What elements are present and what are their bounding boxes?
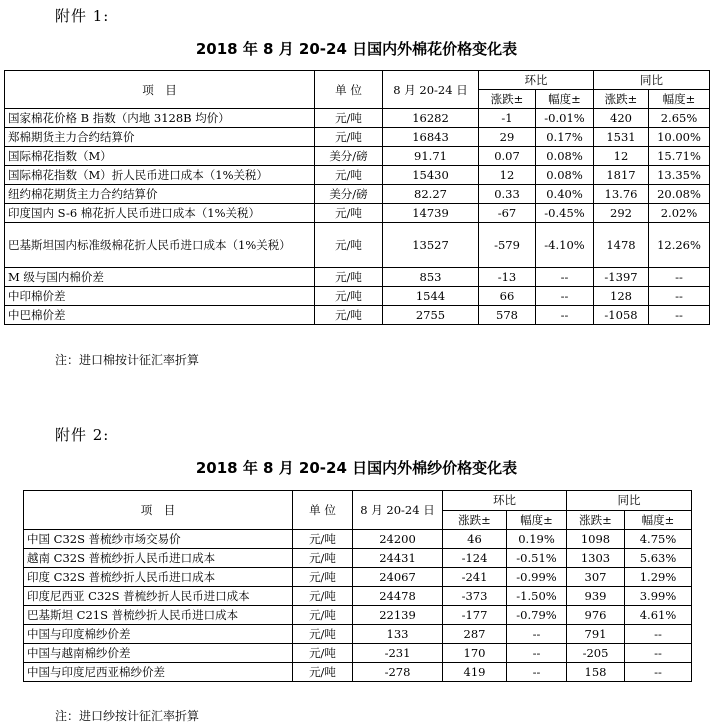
table-row [5,287,710,306]
row-unit: 元/吨 [293,530,353,549]
table-header-row [5,71,710,90]
row-price: 24431 [353,549,443,568]
row-yoy-pct: 5.63% [625,549,692,568]
row-mom-change: -373 [443,587,507,606]
row-yoy-change: -1058 [594,306,649,325]
row-yoy-change: 292 [594,204,649,223]
header-item: 项 目 [5,71,315,109]
row-yoy-change: 420 [594,109,649,128]
row-name: 中国 C32S 普梳纱市场交易价 [24,530,293,549]
table-row [5,109,710,128]
row-name: 国际棉花指数（M）折人民币进口成本（1%关税） [5,166,315,185]
annex2-note: 注：进口纱按计征汇率折算 [55,709,200,723]
table-row [24,606,692,625]
row-unit: 美分/磅 [315,185,383,204]
table-row [5,185,710,204]
row-name: 印度尼西亚 C32S 普梳纱折人民币进口成本 [24,587,293,606]
row-price: 13527 [383,223,479,268]
row-mom-pct: -- [507,625,567,644]
table-row [24,644,692,663]
row-yoy-pct: -- [649,268,710,287]
row-price: 24478 [353,587,443,606]
row-mom-pct: 0.19% [507,530,567,549]
row-price: 22139 [353,606,443,625]
row-yoy-pct: 4.61% [625,606,692,625]
row-unit: 元/吨 [315,166,383,185]
annex2-label: 附件 2: [55,426,110,444]
annex2-title: 2018 年 8 月 20-24 日国内外棉纱价格变化表 [195,459,518,477]
row-yoy-pct: 2.02% [649,204,710,223]
row-yoy-pct: 15.71% [649,147,710,166]
row-yoy-change: 12 [594,147,649,166]
row-mom-change: 0.07 [479,147,536,166]
table-row [5,306,710,325]
table-row [24,549,692,568]
row-name: 巴基斯坦国内标准级棉花折人民币进口成本（1%关税） [5,223,315,268]
row-name: 国家棉花价格 B 指数（内地 3128B 均价） [5,109,315,128]
row-mom-change: -67 [479,204,536,223]
table-header-row [24,491,692,511]
row-yoy-change: 1531 [594,128,649,147]
row-yoy-pct: 1.29% [625,568,692,587]
row-name: 国际棉花指数（M） [5,147,315,166]
table-row [24,663,692,682]
row-price: 133 [353,625,443,644]
row-name: 中巴棉价差 [5,306,315,325]
row-name: 中国与印度棉纱价差 [24,625,293,644]
row-price: 16843 [383,128,479,147]
row-mom-pct: 0.08% [536,166,594,185]
row-name: 印度国内 S-6 棉花折人民币进口成本（1%关税） [5,204,315,223]
row-price: 15430 [383,166,479,185]
row-price: 2755 [383,306,479,325]
row-yoy-change: -1397 [594,268,649,287]
row-price: 853 [383,268,479,287]
row-name: 巴基斯坦 C21S 普梳纱折人民币进口成本 [24,606,293,625]
row-yoy-change: 1098 [567,530,625,549]
row-yoy-change: 158 [567,663,625,682]
row-yoy-pct: 3.99% [625,587,692,606]
row-unit: 元/吨 [315,268,383,287]
table-row [5,147,710,166]
row-yoy-pct: 2.65% [649,109,710,128]
row-unit: 元/吨 [293,644,353,663]
row-name: 中国与越南棉纱价差 [24,644,293,663]
row-mom-pct: -- [507,644,567,663]
row-yoy-pct: 4.75% [625,530,692,549]
row-mom-change: 29 [479,128,536,147]
annex1-label: 附件 1: [55,7,110,25]
header-yoy-pct: 幅度± [625,510,692,530]
header-yoy-pct: 幅度± [649,90,710,109]
row-mom-change: 46 [443,530,507,549]
cotton-price-table [4,70,710,325]
row-mom-change: -241 [443,568,507,587]
row-name: M 级与国内棉价差 [5,268,315,287]
row-yoy-pct: -- [625,625,692,644]
header-yoy-change: 涨跌± [567,510,625,530]
header-price: 8 月 20-24 日 [353,491,443,530]
row-mom-pct: -- [536,306,594,325]
row-yoy-change: 976 [567,606,625,625]
row-unit: 元/吨 [293,663,353,682]
row-unit: 元/吨 [293,549,353,568]
row-yoy-pct: -- [649,306,710,325]
row-yoy-pct: -- [649,287,710,306]
row-price: 24200 [353,530,443,549]
row-mom-change: 287 [443,625,507,644]
row-mom-change: -13 [479,268,536,287]
row-price: 82.27 [383,185,479,204]
row-yoy-pct: 10.00% [649,128,710,147]
row-price: 16282 [383,109,479,128]
row-price: -231 [353,644,443,663]
row-mom-pct: -0.51% [507,549,567,568]
row-yoy-change: 791 [567,625,625,644]
row-unit: 元/吨 [315,204,383,223]
row-price: 14739 [383,204,479,223]
row-name: 郑棉期货主力合约结算价 [5,128,315,147]
row-name: 中国与印度尼西亚棉纱价差 [24,663,293,682]
header-yoy-change: 涨跌± [594,90,649,109]
row-unit: 元/吨 [315,223,383,268]
row-mom-change: -579 [479,223,536,268]
table-row [5,128,710,147]
yarn-price-table [23,490,692,682]
row-mom-change: -124 [443,549,507,568]
row-yoy-change: 1817 [594,166,649,185]
row-unit: 元/吨 [293,587,353,606]
row-unit: 元/吨 [293,606,353,625]
row-mom-pct: 0.08% [536,147,594,166]
row-mom-pct: -0.79% [507,606,567,625]
row-mom-pct: 0.40% [536,185,594,204]
row-yoy-pct: -- [625,644,692,663]
row-name: 中印棉价差 [5,287,315,306]
header-price: 8 月 20-24 日 [383,71,479,109]
table-row [5,204,710,223]
row-yoy-change: 1478 [594,223,649,268]
table-row [24,568,692,587]
row-price: 91.71 [383,147,479,166]
header-mom-pct: 幅度± [536,90,594,109]
row-mom-change: -177 [443,606,507,625]
row-mom-change: 578 [479,306,536,325]
table-row [5,268,710,287]
row-unit: 美分/磅 [315,147,383,166]
row-price: 24067 [353,568,443,587]
row-unit: 元/吨 [293,625,353,644]
row-yoy-change: 939 [567,587,625,606]
header-unit: 单 位 [293,491,353,530]
row-mom-pct: -0.99% [507,568,567,587]
header-mom: 环比 [479,71,594,90]
row-mom-change: 66 [479,287,536,306]
header-yoy: 同比 [594,71,710,90]
row-name: 纽约棉花期货主力合约结算价 [5,185,315,204]
row-mom-pct: -- [536,268,594,287]
table-row [24,530,692,549]
row-price: -278 [353,663,443,682]
row-yoy-change: 307 [567,568,625,587]
header-yoy: 同比 [567,491,692,511]
row-mom-pct: -0.01% [536,109,594,128]
table-row [5,223,710,268]
row-name: 印度 C32S 普梳纱折人民币进口成本 [24,568,293,587]
row-yoy-change: 128 [594,287,649,306]
row-yoy-change: 13.76 [594,185,649,204]
table-row [24,587,692,606]
row-yoy-pct: 20.08% [649,185,710,204]
table-row [5,166,710,185]
row-mom-pct: -- [536,287,594,306]
row-yoy-pct: 13.35% [649,166,710,185]
header-mom-change: 涨跌± [479,90,536,109]
row-unit: 元/吨 [315,128,383,147]
row-yoy-change: 1303 [567,549,625,568]
row-unit: 元/吨 [315,109,383,128]
row-unit: 元/吨 [293,568,353,587]
row-yoy-pct: 12.26% [649,223,710,268]
header-unit: 单 位 [315,71,383,109]
annex1-title: 2018 年 8 月 20-24 日国内外棉花价格变化表 [195,40,518,58]
row-unit: 元/吨 [315,287,383,306]
row-mom-change: 170 [443,644,507,663]
row-name: 越南 C32S 普梳纱折人民币进口成本 [24,549,293,568]
row-yoy-change: -205 [567,644,625,663]
row-mom-change: 419 [443,663,507,682]
header-mom: 环比 [443,491,567,511]
row-mom-pct: -1.50% [507,587,567,606]
row-mom-pct: -0.45% [536,204,594,223]
row-mom-pct: -4.10% [536,223,594,268]
row-unit: 元/吨 [315,306,383,325]
header-mom-pct: 幅度± [507,510,567,530]
row-price: 1544 [383,287,479,306]
row-mom-pct: 0.17% [536,128,594,147]
row-mom-change: 12 [479,166,536,185]
header-mom-change: 涨跌± [443,510,507,530]
table-row [24,625,692,644]
annex1-note: 注：进口棉按计征汇率折算 [55,353,200,367]
row-mom-pct: -- [507,663,567,682]
row-yoy-pct: -- [625,663,692,682]
header-item: 项 目 [24,491,293,530]
row-mom-change: 0.33 [479,185,536,204]
row-mom-change: -1 [479,109,536,128]
